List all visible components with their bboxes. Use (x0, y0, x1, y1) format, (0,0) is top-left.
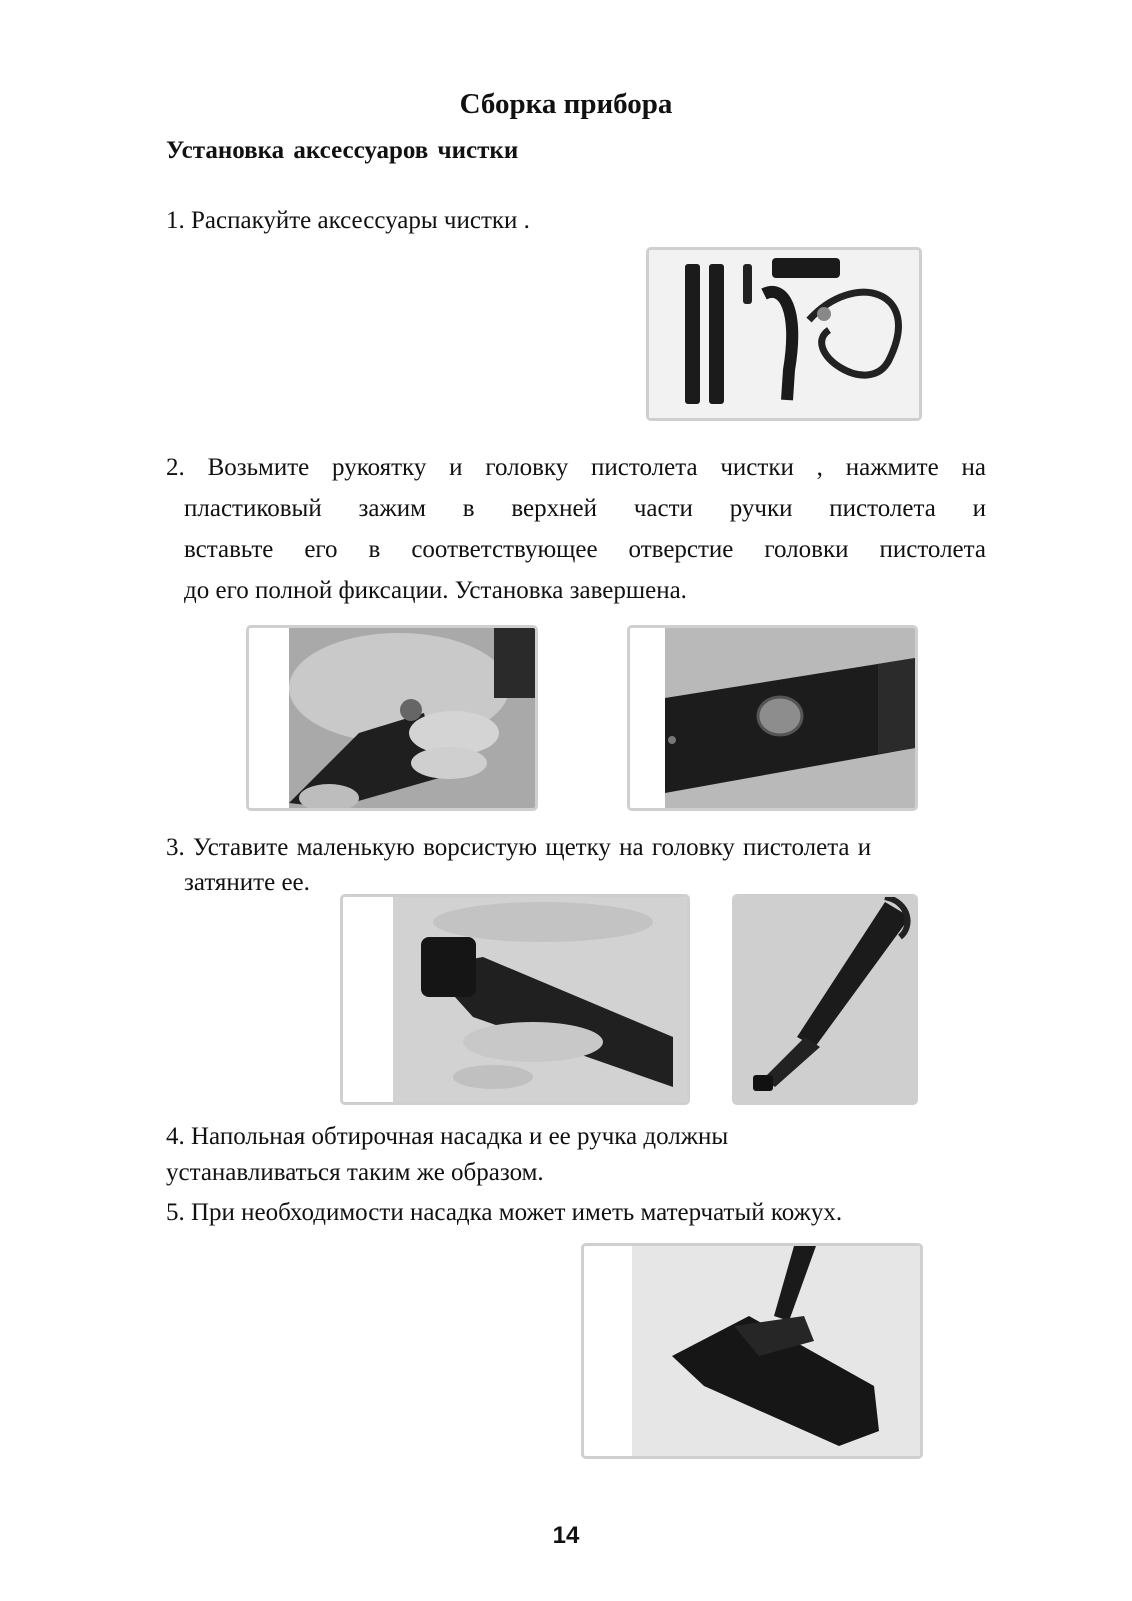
gun-with-brush-photo (732, 894, 918, 1105)
step-2-line-1: 2. Возьмите рукоятку и головку пистолета чистки , нажмите на (166, 454, 986, 481)
step-5-text: 5. При необходимости насадка может иметь матерчатый кожух. (166, 1199, 843, 1226)
step-2-line-2: пластиковый зажим в верхней части ручки пистолета и (184, 495, 986, 522)
brush-in-hand-photo (340, 894, 690, 1105)
page-title: Сборка прибора (459, 88, 673, 120)
step-1-text: 1. Распакуйте аксессуары чистки . (166, 207, 530, 234)
step-3-line-1: 3. Уставите маленькую ворсистую щетку на головку пистолета и (166, 834, 872, 861)
step-3-line-2: затяните ее. (184, 869, 310, 896)
tube-button-photo (627, 625, 918, 811)
hand-clip-photo (246, 625, 538, 811)
step-4-line-1: 4. Напольная обтирочная насадка и ее ручка должны (166, 1123, 729, 1150)
accessories-photo (646, 247, 922, 421)
step-2-line-4: до его полной фиксации. Установка завершена. (184, 577, 687, 604)
step-4-line-2: устанавливаться таким же образом. (166, 1159, 544, 1186)
step-2-line-3: вставьте его в соответствующее отверстие головки пистолета (184, 536, 986, 563)
page-number: 14 (552, 1522, 580, 1549)
floor-nozzle-photo (581, 1243, 923, 1459)
section-subtitle: Установка аксессуаров чистки (166, 137, 519, 164)
